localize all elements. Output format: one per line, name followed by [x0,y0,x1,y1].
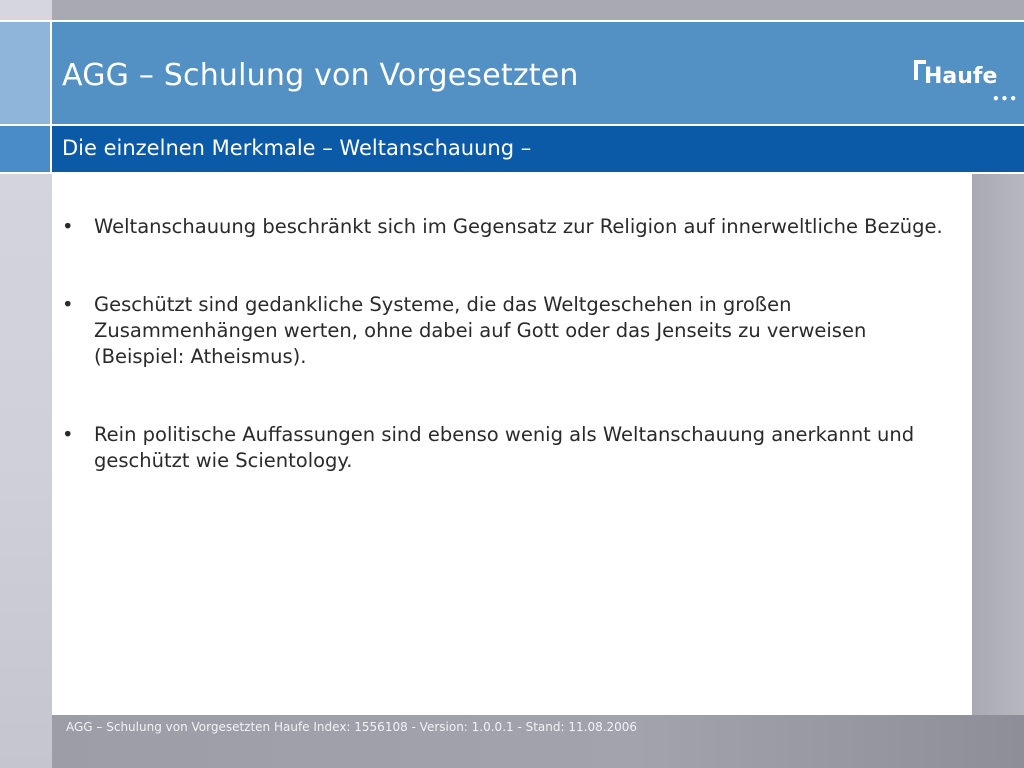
right-decor-column [972,174,1024,715]
logo-dots-icon: ••• [992,92,1019,106]
bullet-item [62,422,952,474]
bullet-item [62,214,952,240]
slide-subheader [0,126,1024,174]
bullet-dot-icon: • [62,215,74,238]
bullet-item [62,292,952,370]
subheader-accent-box [0,126,52,172]
slide-content [52,174,972,715]
haufe-logo [912,60,1019,106]
slide-title: AGG – Schulung von Vorgesetzten [62,58,579,93]
bullet-list [62,214,952,526]
slide-header [0,20,1024,126]
slide-subtitle: Die einzelnen Merkmale – Weltanschauung – [62,136,532,160]
bullet-text: Rein politische Auffassungen sind ebenso wenig als Weltanschauung anerkannt und geschützt wie Scientology. [94,423,915,472]
bullet-dot-icon: • [62,423,74,446]
footer-text: AGG – Schulung von Vorgesetzten Haufe Index: 1556108 - Version: 1.0.0.1 - Stand: 11.08.2006 [66,720,638,734]
header-accent-box [0,22,52,124]
bullet-text: Geschützt sind gedankliche Systeme, die das Weltgeschehen in großen Zusammenhängen werten, ohne dabei auf Gott oder das Jenseits zu verweisen (Beispiel: Atheismus). [94,293,867,368]
top-decor-band [52,0,1024,20]
bullet-dot-icon: • [62,293,74,316]
bullet-text: Weltanschauung beschränkt sich im Gegensatz zur Religion auf innerweltliche Bezüge. [94,215,943,238]
logo-text: Haufe [924,64,998,89]
